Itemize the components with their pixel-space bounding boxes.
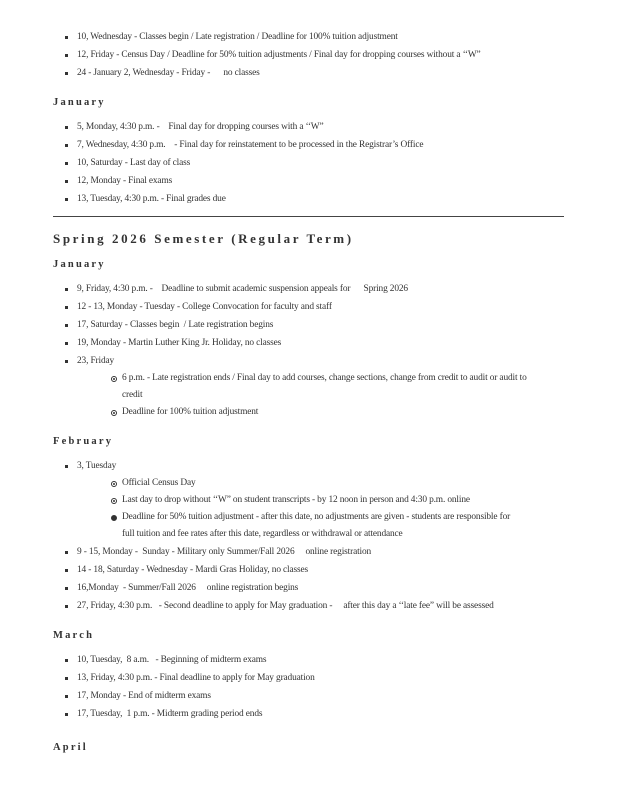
month-heading-february: February [53, 436, 114, 447]
bullet-icon [65, 551, 68, 554]
bullet-icon [65, 144, 68, 147]
spring-february-list [53, 457, 564, 615]
semester-title: Spring 2026 Semester (Regular Term) [53, 231, 354, 246]
list-item: 14 - 18, Saturday - Wednesday - Mardi Gras Holiday, no classes [53, 561, 564, 579]
bullet-icon [65, 713, 68, 716]
spring-march-list [53, 651, 564, 723]
month-heading-january: January [53, 259, 106, 270]
list-item: 9, Friday, 4:30 p.m. - Deadline to submit academic suspension appeals for Spring 2026 [53, 280, 564, 298]
sub-list-item: Official Census Day [77, 475, 564, 492]
list-item: 12 - 13, Monday - Tuesday - College Convocation for faculty and staff [53, 298, 564, 316]
month-heading-january: January [53, 97, 106, 108]
list-item: 27, Friday, 4:30 p.m. - Second deadline to apply for May graduation - after this day a ‘‘late fee” will be assessed [53, 597, 564, 615]
bullet-icon [65, 36, 68, 39]
list-item: 9 - 15, Monday - Sunday - Military only Summer/Fall 2026 online registration [53, 543, 564, 561]
sub-list [77, 475, 564, 543]
sub-list [77, 370, 564, 421]
spring-january-list [53, 280, 564, 421]
list-item: 17, Monday - End of midterm exams [53, 687, 564, 705]
list-item: 24 - January 2, Wednesday - Friday - no classes [53, 64, 564, 82]
list-item: 13, Friday, 4:30 p.m. - Final deadline to apply for May graduation [53, 669, 564, 687]
list-item: 23, Friday 6 p.m. - Late registration ends / Final day to add courses, change sections, change from credit to audit or audit to credit Deadline for 100% tuition adjustment [53, 352, 564, 421]
list-item: 5, Monday, 4:30 p.m. - Final day for dropping courses with a ‘‘W” [53, 118, 564, 136]
bullet-icon [65, 324, 68, 327]
circle-bullet-icon [111, 376, 117, 382]
bullet-icon [65, 126, 68, 129]
bullet-icon [65, 180, 68, 183]
bullet-icon [65, 695, 68, 698]
fall-january-list [53, 118, 564, 208]
circle-bullet-icon [111, 481, 117, 487]
bullet-icon [65, 72, 68, 75]
bullet-icon [65, 162, 68, 165]
bullet-icon [65, 360, 68, 363]
fall-december-list [53, 28, 564, 82]
bullet-icon [65, 605, 68, 608]
list-item: 12, Monday - Final exams [53, 172, 564, 190]
list-item: 3, Tuesday Official Census Day Last day to drop without ‘‘W” on student transcripts - by 12 noon in person and 4:30 p.m. online Deadline for 50% tuition adjustment - after this date, no adjustments are given - students are responsible for full tuition and fee rates after this date, regardless or withdrawal or attendance [53, 457, 564, 543]
list-item: 10, Saturday - Last day of class [53, 154, 564, 172]
bullet-icon [65, 54, 68, 57]
academic-calendar-page [53, 28, 564, 757]
month-heading-april: April [53, 742, 88, 753]
sub-list-item: Last day to drop without ‘‘W” on student transcripts - by 12 noon in person and 4:30 p.m. online [77, 492, 564, 509]
bullet-icon [65, 677, 68, 680]
sub-list-item: Deadline for 50% tuition adjustment - after this date, no adjustments are given - students are responsible for full tuition and fee rates after this date, regardless or withdrawal or attendance [77, 509, 564, 543]
bullet-icon [65, 288, 68, 291]
bullet-icon [65, 342, 68, 345]
list-item: 17, Saturday - Classes begin / Late registration begins [53, 316, 564, 334]
list-item: 17, Tuesday, 1 p.m. - Midterm grading period ends [53, 705, 564, 723]
sub-list-item: Deadline for 100% tuition adjustment [77, 404, 564, 421]
list-item: 13, Tuesday, 4:30 p.m. - Final grades due [53, 190, 564, 208]
filled-bullet-icon [111, 515, 117, 521]
sub-list-item: 6 p.m. - Late registration ends / Final day to add courses, change sections, change from credit to audit or audit to credit [77, 370, 564, 404]
list-item: 10, Tuesday, 8 a.m. - Beginning of midterm exams [53, 651, 564, 669]
bullet-icon [65, 569, 68, 572]
list-item: 16,Monday - Summer/Fall 2026 online registration begins [53, 579, 564, 597]
bullet-icon [65, 659, 68, 662]
circle-bullet-icon [111, 498, 117, 504]
list-item: 7, Wednesday, 4:30 p.m. - Final day for reinstatement to be processed in the Registrar’s Office [53, 136, 564, 154]
bullet-icon [65, 465, 68, 468]
list-item: 10, Wednesday - Classes begin / Late registration / Deadline for 100% tuition adjustment [53, 28, 564, 46]
circle-bullet-icon [111, 410, 117, 416]
bullet-icon [65, 306, 68, 309]
list-item: 19, Monday - Martin Luther King Jr. Holiday, no classes [53, 334, 564, 352]
list-item: 12, Friday - Census Day / Deadline for 50% tuition adjustments / Final day for dropping courses without a ‘‘W” [53, 46, 564, 64]
month-heading-march: March [53, 630, 95, 641]
bullet-icon [65, 198, 68, 201]
bullet-icon [65, 587, 68, 590]
